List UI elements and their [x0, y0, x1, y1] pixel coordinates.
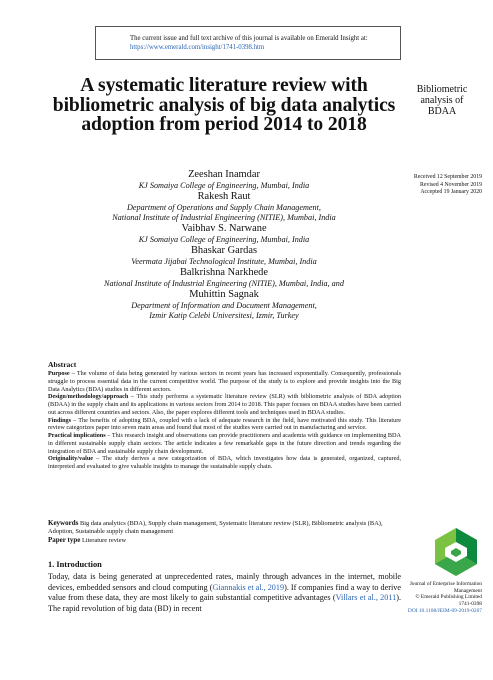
paper-title: A systematic literature review with bibliometric analysis of big data analytics adoption from period 2014 to 2018	[52, 75, 396, 135]
journal-line: Journal of Enterprise Information	[409, 581, 482, 587]
design-text: – This study performs a systematic literature review (SLR) with bibliometric analysis of BDA adoption (BDAA) in the supply chain and its applications in various sectors from 2014 to 2018. This paper focuses on BDAA studies have been carried out across different countries and sectors. Also, the paper explores different tools and techniques used in BDAA studies.	[48, 393, 401, 416]
intro-text: ). If companies find a way to derive value from these data, they are most likely to gain substantial competitive advantages (	[48, 582, 402, 603]
author-affiliation: KJ Somaiya College of Engineering, Mumbai, India	[138, 235, 310, 244]
abstract-heading: Abstract	[48, 360, 77, 369]
originality-label: Originality/value	[48, 455, 94, 463]
journal-line: Management	[453, 587, 482, 594]
journal-url-link[interactable]: https://www.emerald.com/insight/1741-0398.htm	[130, 44, 265, 51]
purpose-text: – The volume of data being generated by various sectors in recent years has increased exponentially. Consequently, professionals struggle to process essential data in the current competitive world. The purpose of the study is to explore and provide insights into the Big Data Analytics (BDA) studies in different sectors.	[48, 370, 401, 393]
doi-link[interactable]: DOI 10.1108/JEIM-09-2019-0267	[407, 607, 482, 614]
running-head-line: BDAA	[427, 106, 457, 117]
findings-text: – The benefits of adopting BDA, coupled with a lack of adequate research in the field, have motivated this study. This literature review categorizes paper into seven main areas and found that most of the studies were carried out in manufacturing and service.	[48, 416, 401, 432]
paper-type	[48, 536, 401, 545]
revised-date: Revised 4 November 2019	[420, 181, 482, 188]
section-heading-introduction: 1. Introduction	[48, 560, 102, 569]
running-head-line: Bibliometric	[416, 84, 468, 95]
keywords-text: Big data analytics (BDA), Supply chain management, Systematic literature review (SLR), Bibliometric analysis (BA), Adoption, Sustainable supply chain management	[48, 520, 383, 536]
accepted-date: Accepted 19 January 2020	[420, 189, 482, 196]
paper-type-label: Paper type	[48, 536, 81, 545]
findings-label: Findings	[48, 416, 72, 424]
author-affiliation: Izmir Katip Celebi Universitesi, Izmir, Turkey	[149, 311, 299, 320]
author-name: Vaibhav S. Narwane	[181, 223, 267, 234]
keywords-label: Keywords	[48, 519, 79, 527]
running-head-line: analysis of	[420, 95, 464, 106]
author-affiliation: Veermata Jijabai Technological Institute, Mumbai, India	[131, 257, 317, 266]
submission-dates	[404, 174, 482, 197]
author-name: Rakesh Raut	[197, 191, 251, 202]
purpose-label: Purpose	[48, 370, 70, 377]
abstract-originality	[48, 455, 401, 471]
citation-link[interactable]: Villars et al., 2011	[335, 593, 397, 603]
notice-text: The current issue and full text archive of this journal is available on Emerald Insight at:	[130, 35, 368, 42]
originality-text: – The study derives a new categorization of BDA, which investigates how data is generated, organized, captured, interpreted and evaluated to give valuable insights to manage the sustainable supply chain.	[48, 455, 401, 470]
citation-link[interactable]: Giannakis et al., 2019	[212, 582, 285, 592]
paper-type-text: Literature review	[80, 537, 127, 545]
author-affiliation: National Institute of Industrial Engineering (NITIE), Mumbai, India	[112, 213, 336, 222]
abstract-findings	[48, 417, 401, 433]
author-list	[40, 169, 408, 321]
intro-text: ). The rapid revolution of big data (BD) in recent	[48, 593, 402, 613]
design-label: Design/methodology/approach	[48, 393, 129, 401]
emerald-logo-icon	[430, 526, 482, 578]
abstract-design	[48, 393, 401, 416]
journal-line: 1741-0398	[458, 601, 482, 608]
running-head	[402, 84, 482, 117]
author-affiliation: Department of Operations and Supply Chain Management,	[127, 203, 321, 212]
author-affiliation: National Institute of Industrial Engineering (NITIE), Mumbai, India, and	[104, 279, 344, 288]
journal-line: © Emerald Publishing Limited	[415, 594, 482, 601]
author-affiliation: Department of Information and Document Management,	[131, 301, 317, 310]
abstract	[48, 360, 401, 471]
introduction-paragraph	[48, 572, 401, 614]
received-date: Received 12 September 2019	[413, 174, 482, 180]
author-name: Bhaskar Gardas	[190, 245, 258, 256]
journal-availability-notice	[95, 26, 401, 60]
author-affiliation: KJ Somaiya College of Engineering, Mumbai, India	[138, 181, 310, 190]
keywords	[48, 519, 401, 536]
author-name: Zeeshan Inamdar	[188, 169, 260, 180]
intro-text: Today, data is being generated at unprecedented rates, mainly through advances in the internet, mobile devices, embedded sensors and cloud computing (	[48, 572, 401, 592]
author-name: Balkrishna Narkhede	[179, 267, 268, 278]
author-name: Muhittin Sagnak	[189, 289, 259, 300]
abstract-purpose	[48, 370, 401, 393]
journal-info	[404, 581, 482, 615]
abstract-practical	[48, 432, 401, 455]
practical-text: – This research insight and observations can provide practitioners and academia with guidance on implementing BDA in different sustainable supply chain sectors. The article indicates a few remarkable gaps in the future direction and trends regarding the integration of BDA and sustainable supply chain development.	[48, 432, 401, 455]
keywords-block	[48, 519, 401, 546]
practical-label: Practical implications	[48, 432, 106, 439]
